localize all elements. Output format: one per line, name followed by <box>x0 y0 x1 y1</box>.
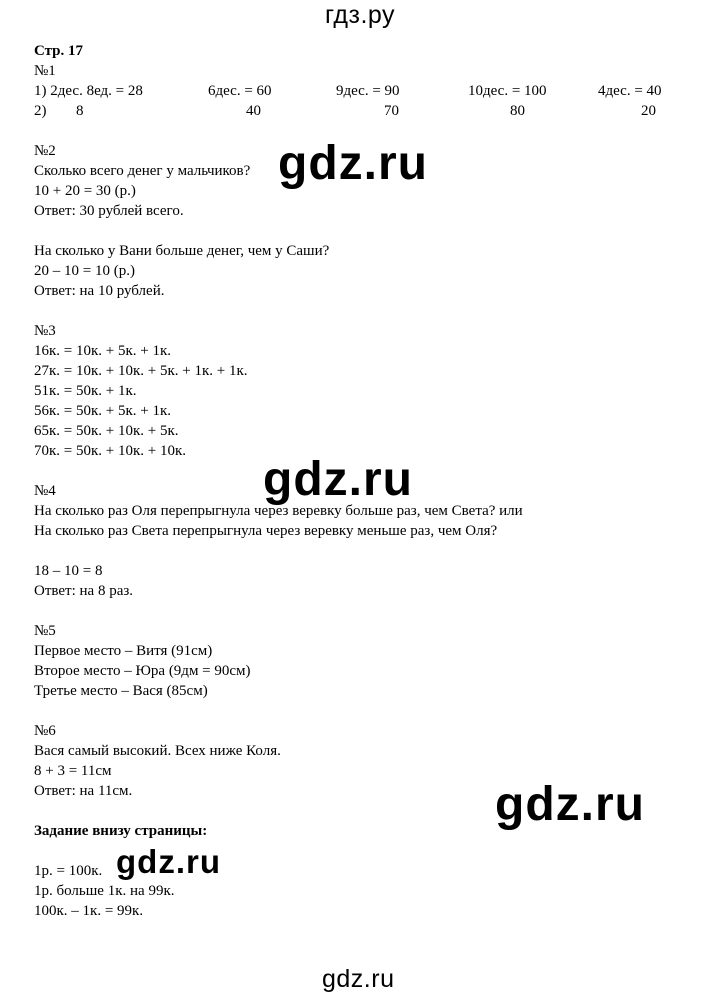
task1-row2-item: 80 <box>510 103 525 119</box>
task6-line: 8 + 3 = 11см <box>34 763 112 779</box>
watermark: gdz.ru <box>116 843 221 880</box>
task2-line: Ответ: на 10 рублей. <box>34 283 165 299</box>
footer-watermark: gdz.ru <box>322 965 395 993</box>
task1-row1-item: 10дес. = 100 <box>468 83 547 99</box>
task5-line: Первое место – Витя (91см) <box>34 643 213 659</box>
task4-line: 18 – 10 = 8 <box>34 563 103 579</box>
site-header: гдз.ру <box>324 1 396 29</box>
task1-row1 <box>34 81 662 101</box>
task5-line: Третье место – Вася (85см) <box>34 683 208 699</box>
task1-row2-item: 40 <box>246 103 261 119</box>
task1-row2-item: 8 <box>76 103 84 119</box>
watermark: gdz.ru <box>263 453 413 506</box>
task4-line: На сколько раз Света перепрыгнула через веревку меньше раз, чем Оля? <box>34 523 498 539</box>
watermark: gdz.ru <box>278 137 428 190</box>
bottom-task-line: 100к. – 1к. = 99к. <box>34 903 144 919</box>
task1-row1-item: 6дес. = 60 <box>208 83 272 99</box>
task3-line: 51к. = 50к. + 1к. <box>34 383 137 399</box>
task1-row2-item: 2) <box>34 103 47 119</box>
task5-line: Второе место – Юра (9дм = 90см) <box>34 663 251 679</box>
task2-line: 20 – 10 = 10 (р.) <box>34 263 135 279</box>
task3-line: 27к. = 10к. + 10к. + 5к. + 1к. + 1к. <box>34 363 248 379</box>
task2-number: №2 <box>34 143 56 159</box>
task3-line: 70к. = 50к. + 10к. + 10к. <box>34 443 187 459</box>
bottom-task-line: 1р. больше 1к. на 99к. <box>34 883 175 899</box>
task1-row2-item: 20 <box>641 103 656 119</box>
task4-line: На сколько раз Оля перепрыгнула через веревку больше раз, чем Света? или <box>34 503 523 519</box>
task3-line: 16к. = 10к. + 5к. + 1к. <box>34 343 172 359</box>
task1-row2 <box>34 101 656 121</box>
task1-row1-item: 1) 2дес. 8ед. = 28 <box>34 83 143 99</box>
page-title: Стр. 17 <box>34 43 84 59</box>
bottom-task-line: 1р. = 100к. <box>34 863 103 879</box>
task2-line: Сколько всего денег у мальчиков? <box>34 163 251 179</box>
task2-line: 10 + 20 = 30 (р.) <box>34 183 136 199</box>
task4-line: Ответ: на 8 раз. <box>34 583 134 599</box>
task3-line: 56к. = 50к. + 5к. + 1к. <box>34 403 172 419</box>
task3-number: №3 <box>34 323 56 339</box>
task6-number: №6 <box>34 723 56 739</box>
task1-row1-item: 4дес. = 40 <box>598 83 662 99</box>
watermark: gdz.ru <box>495 778 645 831</box>
task4-number: №4 <box>34 483 56 499</box>
task2-line: На сколько у Вани больше денег, чем у Саши? <box>34 243 330 259</box>
task6-line: Вася самый высокий. Всех ниже Коля. <box>34 743 281 759</box>
task1-row1-item: 9дес. = 90 <box>336 83 400 99</box>
bottom-task-title: Задание внизу страницы: <box>34 823 208 839</box>
task6-line: Ответ: на 11см. <box>34 783 133 799</box>
task5-number: №5 <box>34 623 56 639</box>
task2-line: Ответ: 30 рублей всего. <box>34 203 184 219</box>
task1-row2-item: 70 <box>384 103 399 119</box>
task3-line: 65к. = 50к. + 10к. + 5к. <box>34 423 179 439</box>
task1-number: №1 <box>34 63 56 79</box>
